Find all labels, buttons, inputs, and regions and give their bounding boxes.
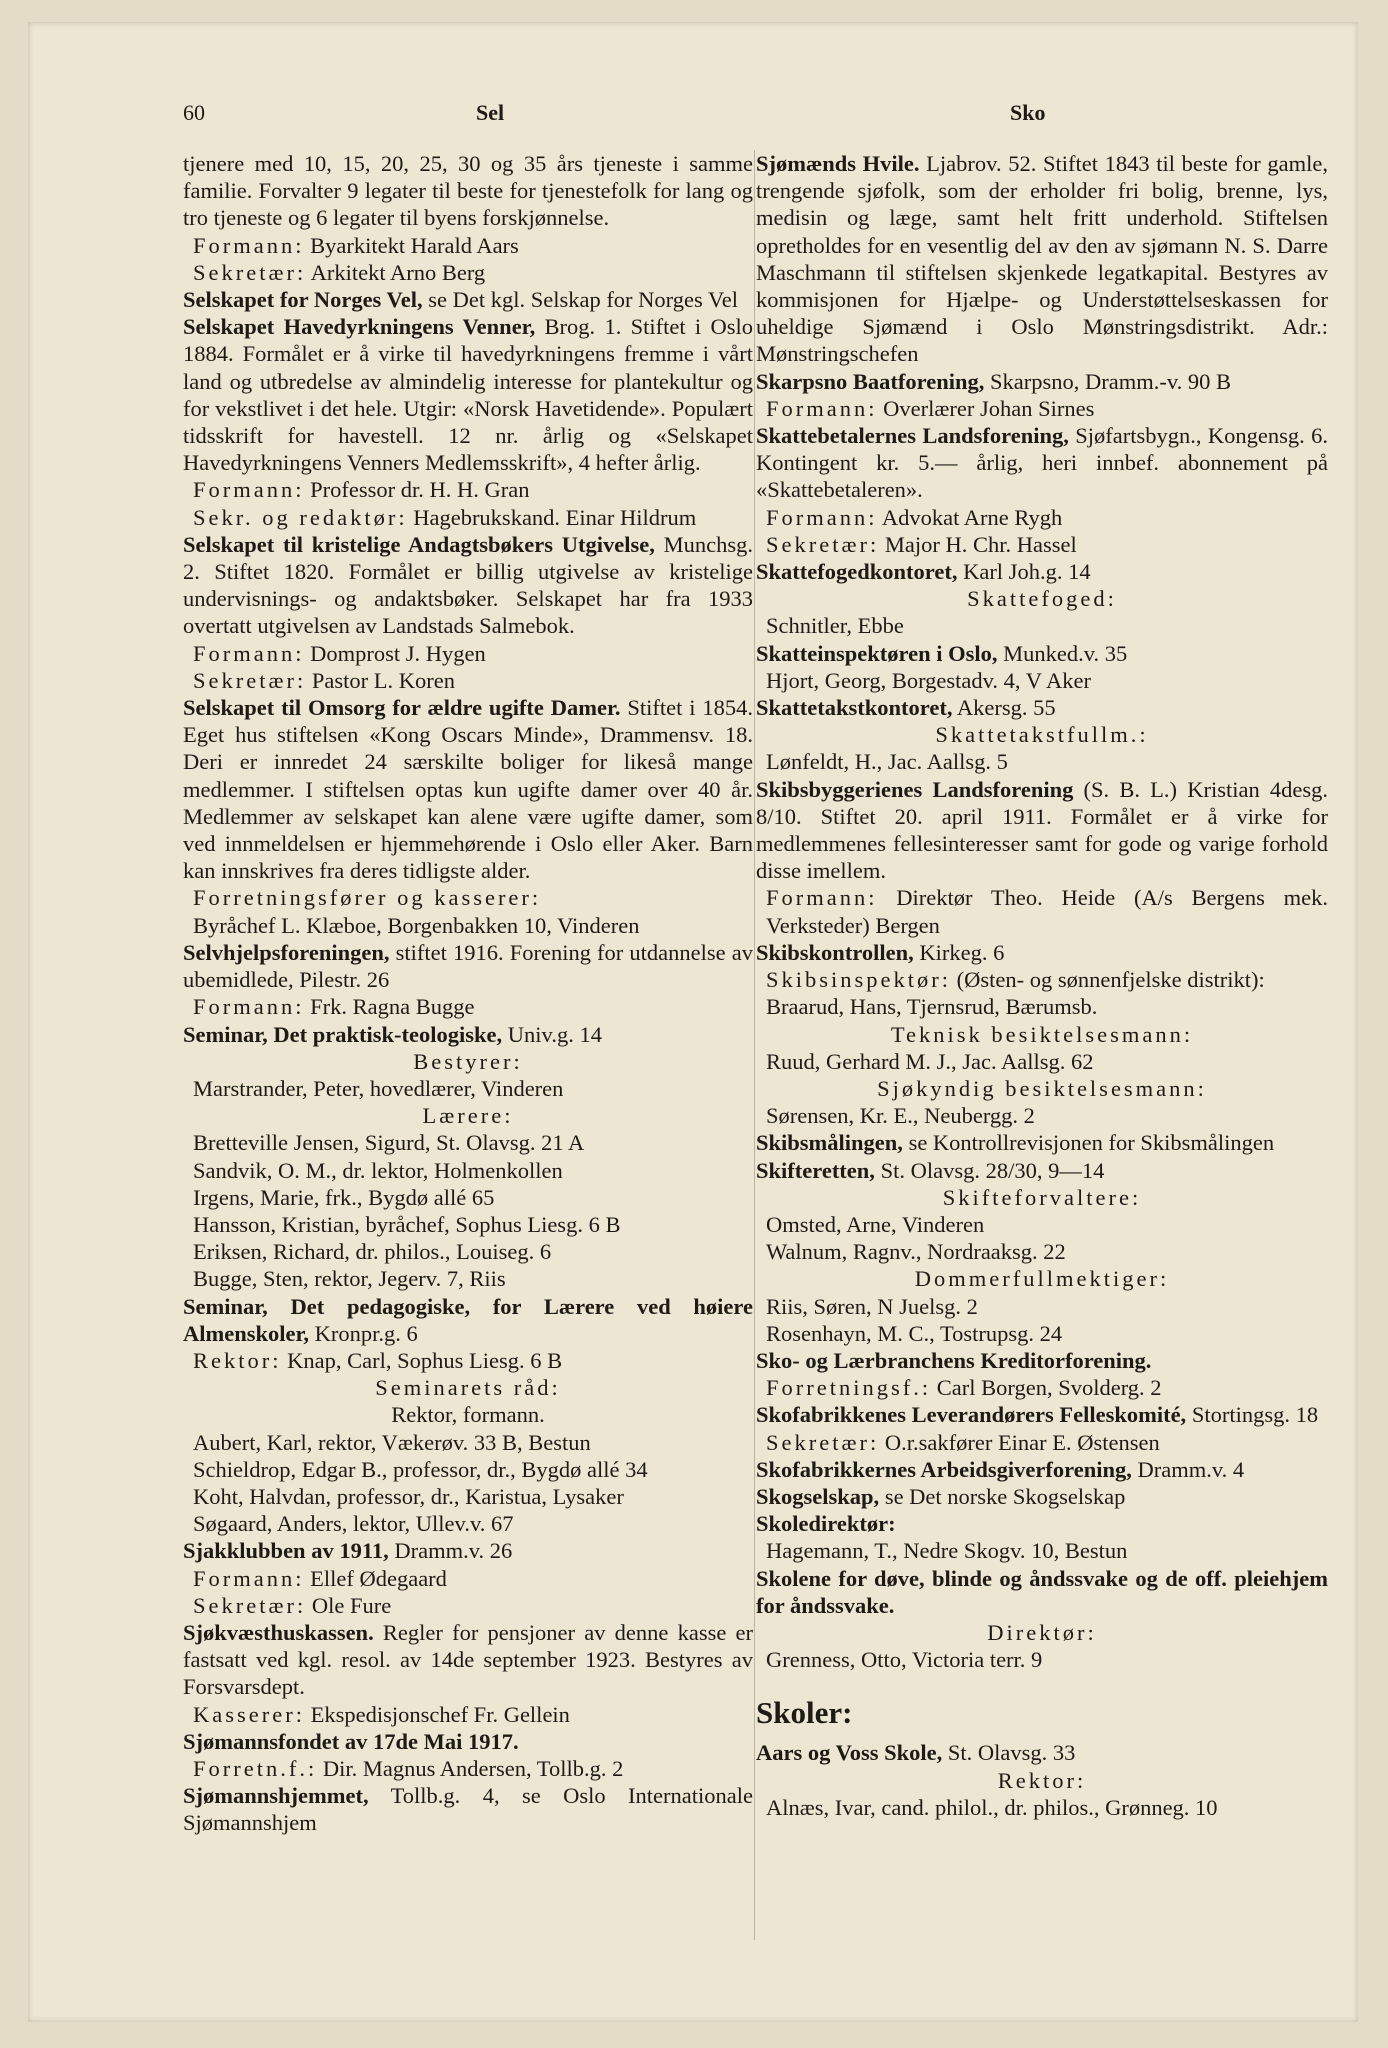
role-label: Formann: bbox=[193, 1565, 305, 1591]
directory-entry bbox=[756, 422, 1328, 504]
directory-entry bbox=[756, 1347, 1328, 1374]
person-line: Braarud, Hans, Tjernsrud, Bærumsb. bbox=[766, 994, 1098, 1020]
entry-name: Sjakklubben av 1911, bbox=[183, 1538, 389, 1564]
entry-text: Akersg. 55 bbox=[952, 695, 1056, 721]
person-line: Riis, Søren, N Juelsg. 2 bbox=[766, 1293, 978, 1319]
running-head-right: Sko bbox=[1010, 100, 1046, 125]
role-text: Ekspedisjonschef Fr. Gellein bbox=[304, 1701, 570, 1727]
person-line: Koht, Halvdan, professor, dr., Karistua, Lysaker bbox=[193, 1483, 624, 1509]
role-line bbox=[183, 884, 753, 911]
page-number: 60 bbox=[183, 100, 205, 125]
entry-text: Munchsg. 2. Stiftet 1820. Formålet er billig utgivelse av kristelige undervisnings- og andaktsbøker. Selskapet har fra 1933 overtatt utgivelsen av Landstads Salmebok. bbox=[183, 531, 753, 639]
directory-entry bbox=[183, 1537, 753, 1564]
role-text: Arkitekt Arno Berg bbox=[306, 259, 486, 285]
person-line: Omsted, Arne, Vinderen bbox=[766, 1211, 985, 1237]
role-label: Skibsinspektør: bbox=[766, 967, 952, 993]
person-line: Alnæs, Ivar, cand. philol., dr. philos., Grønneg. 10 bbox=[766, 1794, 1218, 1820]
entry-text: Dramm.v. 26 bbox=[388, 1538, 513, 1564]
role-line bbox=[183, 667, 753, 694]
role-text: Hagebrukskand. Einar Hildrum bbox=[407, 504, 697, 530]
directory-entry bbox=[756, 1739, 1328, 1766]
entry-name: Skarpsno Baatforening, bbox=[756, 368, 985, 394]
role-label: Sekr. og redaktør: bbox=[193, 504, 408, 530]
entry-name: Skolene for døve, blinde og åndssvake og de off. pleiehjem for åndssvake. bbox=[756, 1565, 1328, 1618]
person-line: Marstrander, Peter, hovedlærer, Vinderen bbox=[193, 1075, 564, 1101]
person-line: Ruud, Gerhard M. J., Jac. Aallsg. 62 bbox=[766, 1048, 1094, 1074]
role-line bbox=[756, 1374, 1328, 1401]
entry-name: Skogselskap, bbox=[756, 1483, 880, 1509]
entry-name: Skibsmålingen, bbox=[756, 1130, 903, 1156]
directory-entry bbox=[183, 694, 753, 884]
directory-entry bbox=[183, 1619, 753, 1701]
paragraph: tjenere med 10, 15, 20, 25, 30 og 35 års tjeneste i samme familie. Forvalter 9 legater til beste for tjenestefolk for lang og tro tjeneste og 6 legater til byens forskjønnelse. bbox=[183, 151, 753, 231]
person-line: Irgens, Marie, frk., Bygdø allé 65 bbox=[193, 1184, 495, 1210]
directory-entry bbox=[756, 1129, 1328, 1156]
directory-entry bbox=[756, 694, 1328, 721]
role-label: Formann: bbox=[193, 994, 305, 1020]
role-label: Kasserer: bbox=[193, 1701, 305, 1727]
role-line bbox=[756, 531, 1328, 558]
directory-entry bbox=[183, 1728, 753, 1755]
section-label: Rektor: bbox=[997, 1767, 1087, 1793]
person-line: Schieldrop, Edgar B., professor, dr., Bygdø allé 34 bbox=[193, 1456, 648, 1482]
role-text: Advokat Arne Rygh bbox=[877, 504, 1063, 530]
role-label: Sekretær: bbox=[766, 531, 880, 557]
directory-entry bbox=[183, 939, 753, 993]
directory-entry bbox=[756, 1483, 1328, 1510]
entry-name: Skibsbyggerienes Landsforening bbox=[756, 776, 1074, 802]
center-line: Rektor, formann. bbox=[391, 1402, 545, 1428]
section-label: Dommerfullmektiger: bbox=[914, 1266, 1170, 1292]
role-text: O.r.sakfører Einar E. Østensen bbox=[879, 1429, 1160, 1455]
person-line: Schnitler, Ebbe bbox=[766, 613, 904, 639]
directory-entry bbox=[183, 286, 753, 313]
directory-entry bbox=[183, 1782, 753, 1836]
directory-entry bbox=[756, 558, 1328, 585]
entry-name: Skofabrikkenes Leverandørers Felleskomité, bbox=[756, 1402, 1187, 1428]
directory-entry bbox=[183, 531, 753, 640]
role-label: Sekretær: bbox=[766, 1429, 880, 1455]
section-label: Skattefoged: bbox=[967, 586, 1117, 612]
role-line bbox=[183, 504, 753, 531]
person-line: Hjort, Georg, Borgestadv. 4, V Aker bbox=[766, 667, 1091, 693]
entry-name: Selskapet Havedyrkningens Venner, bbox=[183, 314, 536, 340]
entry-text: Stortingsg. 18 bbox=[1186, 1402, 1319, 1428]
directory-entry bbox=[183, 1021, 753, 1048]
section-label: Teknisk besiktelsesmann: bbox=[890, 1021, 1194, 1047]
entry-text: Dramm.v. 4 bbox=[1131, 1456, 1245, 1482]
entry-text: St. Olavsg. 28/30, 9—14 bbox=[874, 1157, 1105, 1183]
entry-text: (S. B. L.) Kristian 4desg. 8/10. Stiftet 20. april 1911. Formålet er å virke for medlemmenes fellesinteresser samt for gode og varige forhold disse imellem. bbox=[756, 776, 1328, 884]
directory-entry bbox=[756, 1401, 1328, 1428]
section-label: Sjøkyndig besiktelsesmann: bbox=[877, 1075, 1207, 1101]
role-label: Forretn.f.: bbox=[193, 1755, 318, 1781]
entry-name: Skoledirektør: bbox=[756, 1511, 896, 1537]
role-text: Direktør Theo. Heide (A/s Bergens mek. Verksteder) Bergen bbox=[766, 885, 1328, 938]
role-label: Formann: bbox=[766, 504, 878, 530]
directory-entry bbox=[756, 1157, 1328, 1184]
entry-name: Sjømannsfondet av 17de Mai 1917. bbox=[183, 1728, 519, 1754]
entry-text: Tollb.g. 4, se Oslo Internationale Sjømannshjem bbox=[183, 1783, 753, 1836]
column-divider bbox=[754, 150, 755, 1940]
person-line: Rosenhayn, M. C., Tostrupsg. 24 bbox=[766, 1320, 1063, 1346]
entry-name: Skattebetalernes Landsforening, bbox=[756, 423, 1069, 449]
entry-text: stiftet 1916. Forening for utdannelse av ubemidlede, Pilestr. 26 bbox=[183, 939, 753, 993]
role-line bbox=[183, 1565, 753, 1592]
entry-text: se Det norske Skogselskap bbox=[879, 1483, 1126, 1509]
directory-entry bbox=[756, 1565, 1328, 1619]
person-line: Hansson, Kristian, byråchef, Sophus Liesg. 6 B bbox=[193, 1211, 621, 1237]
role-text: Carl Borgen, Svolderg. 2 bbox=[931, 1375, 1162, 1401]
role-text: Knap, Carl, Sophus Liesg. 6 B bbox=[281, 1347, 563, 1373]
person-line: Sørensen, Kr. E., Neubergg. 2 bbox=[766, 1103, 1035, 1129]
role-label: Formann: bbox=[193, 232, 305, 258]
entry-text: se Kontrollrevisjonen for Skibsmålingen bbox=[902, 1130, 1275, 1156]
role-line bbox=[756, 884, 1328, 938]
role-text: Ellef Ødegaard bbox=[304, 1565, 447, 1591]
entry-name: Sjømænds Hvile. bbox=[756, 151, 920, 176]
entry-text: Kirkeg. 6 bbox=[913, 939, 1005, 965]
person-line: Søgaard, Anders, lektor, Ullev.v. 67 bbox=[193, 1511, 514, 1537]
directory-entry bbox=[756, 368, 1328, 395]
section-heading: Skoler: bbox=[756, 1695, 853, 1731]
role-label: Formann: bbox=[766, 395, 878, 421]
entry-name: Selvhjelpsforeningen, bbox=[183, 939, 390, 965]
role-line bbox=[183, 993, 753, 1020]
directory-entry bbox=[756, 150, 1328, 368]
directory-entry bbox=[756, 1510, 1328, 1537]
role-line bbox=[183, 640, 753, 667]
role-text: Major H. Chr. Hassel bbox=[879, 531, 1077, 557]
right-column bbox=[756, 150, 1328, 1821]
person-line: Lønfeldt, H., Jac. Aallsg. 5 bbox=[766, 749, 1008, 775]
entry-name: Sko- og Lærbranchens Kreditorforening. bbox=[756, 1347, 1152, 1373]
role-label: Formann: bbox=[193, 477, 305, 503]
directory-entry bbox=[756, 1456, 1328, 1483]
role-line bbox=[756, 966, 1328, 993]
person-line: Bugge, Sten, rektor, Jegerv. 7, Riis bbox=[193, 1266, 506, 1292]
role-text: Domprost J. Hygen bbox=[304, 640, 486, 666]
entry-text: Munked.v. 35 bbox=[997, 640, 1128, 666]
entry-text: St. Olavsg. 33 bbox=[942, 1740, 1076, 1766]
role-line bbox=[183, 1592, 753, 1619]
person-line: Sandvik, O. M., dr. lektor, Holmenkollen bbox=[193, 1157, 563, 1183]
entry-name: Sjømannshjemmet, bbox=[183, 1783, 369, 1809]
section-label: Bestyrer: bbox=[413, 1048, 523, 1074]
entry-text: Skarpsno, Dramm.-v. 90 B bbox=[984, 368, 1232, 394]
entry-text: Univ.g. 14 bbox=[502, 1021, 602, 1047]
entry-text: Kronpr.g. 6 bbox=[309, 1320, 418, 1346]
role-line bbox=[183, 232, 753, 259]
entry-name: Skattetakstkontoret, bbox=[756, 695, 953, 721]
entry-name: Selskapet til Omsorg for ældre ugifte Damer. bbox=[183, 695, 621, 721]
role-label: Rektor: bbox=[193, 1347, 282, 1373]
entry-name: Skatteinspektøren i Oslo, bbox=[756, 640, 998, 666]
directory-entry bbox=[183, 1293, 753, 1347]
role-label: Formann: bbox=[766, 885, 878, 911]
directory-entry bbox=[183, 313, 753, 476]
role-text: Professor dr. H. H. Gran bbox=[304, 477, 530, 503]
directory-entry bbox=[756, 776, 1328, 885]
person-line: Aubert, Karl, rektor, Vækerøv. 33 B, Bestun bbox=[193, 1429, 591, 1455]
section-label: Lærere: bbox=[422, 1103, 514, 1129]
entry-name: Skofabrikkernes Arbeidsgiverforening, bbox=[756, 1456, 1132, 1482]
role-text: Ole Fure bbox=[306, 1592, 392, 1618]
entry-text: Karl Joh.g. 14 bbox=[957, 559, 1091, 585]
entry-name: Seminar, Det pedagogiske, for Lærere ved høiere Almenskoler, bbox=[183, 1293, 753, 1346]
person-line: Byråchef L. Klæboe, Borgenbakken 10, Vinderen bbox=[193, 912, 640, 938]
role-line bbox=[183, 259, 753, 286]
role-line bbox=[183, 1755, 753, 1782]
left-column bbox=[183, 150, 753, 1837]
entry-text: Sjøfartsbygn., Kongensg. 6. Kontingent kr. 5.— årlig, heri innbef. abonnement på «Skattebetaleren». bbox=[756, 423, 1328, 503]
role-text: Frk. Ragna Bugge bbox=[304, 994, 475, 1020]
person-line: Bretteville Jensen, Sigurd, St. Olavsg. 21 A bbox=[193, 1130, 585, 1156]
role-label: Formann: bbox=[193, 640, 305, 666]
role-label: Sekretær: bbox=[193, 259, 307, 285]
person-line: Grenness, Otto, Victoria terr. 9 bbox=[766, 1647, 1043, 1673]
role-text: Dir. Magnus Andersen, Tollb.g. 2 bbox=[317, 1755, 624, 1781]
running-head-left: Sel bbox=[476, 100, 505, 125]
role-line bbox=[756, 504, 1328, 531]
role-line bbox=[756, 1429, 1328, 1456]
role-text: Pastor L. Koren bbox=[306, 667, 455, 693]
role-text: Byarkitekt Harald Aars bbox=[304, 232, 519, 258]
person-line: Walnum, Ragnv., Nordraaksg. 22 bbox=[766, 1239, 1066, 1265]
entry-name: Sjøkvæsthuskassen. bbox=[183, 1619, 374, 1645]
role-text: Overlærer Johan Sirnes bbox=[877, 395, 1095, 421]
entry-text: Brog. 1. Stiftet i Oslo 1884. Formålet er å virke til havedyrkningens fremme i vårt land og utbredelse av almindelig interesse for plantekultur og for vekstlivet i det hele. Utgir: «Norsk Havetidende». Populært tidsskrift for havestell. 12 nr. årlig og «Selskapet Havedyrkningens Venners Medlemsskrift», 4 hefter årlig. bbox=[183, 314, 753, 476]
person-line: Hagemann, T., Nedre Skogv. 10, Bestun bbox=[766, 1538, 1128, 1564]
entry-name: Skattefogedkontoret, bbox=[756, 559, 958, 585]
entry-text: se Det kgl. Selskap for Norges Vel bbox=[422, 287, 738, 313]
directory-entry bbox=[756, 640, 1328, 667]
role-label: Forretningsf.: bbox=[766, 1375, 932, 1401]
role-line bbox=[183, 1347, 753, 1374]
role-label: Sekretær: bbox=[193, 1592, 307, 1618]
role-label: Sekretær: bbox=[193, 667, 307, 693]
entry-name: Skifteretten, bbox=[756, 1157, 875, 1183]
section-label: Skattetakstfullm.: bbox=[935, 722, 1149, 748]
section-label: Skifteforvaltere: bbox=[942, 1184, 1142, 1210]
directory-entry bbox=[756, 939, 1328, 966]
section-label: Seminarets råd: bbox=[375, 1375, 561, 1401]
entry-text: Ljabrov. 52. Stiftet 1843 til beste for gamle, trengende sjøfolk, som der erholder fri bolig, brenne, lys, medisin og læge, samt helt fritt underhold. Stiftelsen opretholdes for en vesentlig del av den av sjømann N. S. Darre Maschmann til stiftelsen skjenkede legatkapital. Bestyres av kommisjonen for Hjælpe- og Understøttelseskassen for uheldige Sjømænd i Oslo Mønstringsdistrikt. Adr.: Mønstringschefen bbox=[756, 151, 1328, 367]
role-text: (Østen- og sønnenfjelske distrikt): bbox=[951, 967, 1265, 993]
entry-name: Aars og Voss Skole, bbox=[756, 1740, 943, 1766]
role-label: Forretningsfører og kasserer: bbox=[193, 885, 542, 911]
section-label: Direktør: bbox=[987, 1619, 1097, 1645]
entry-name: Seminar, Det praktisk-teologiske, bbox=[183, 1021, 503, 1047]
entry-text: Regler for pensjoner av denne kasse er fastsatt ved kgl. resol. av 14de september 1923. Bestyres av Forsvarsdept. bbox=[183, 1619, 753, 1700]
person-line: Eriksen, Richard, dr. philos., Louiseg. 6 bbox=[193, 1239, 552, 1265]
role-line bbox=[756, 395, 1328, 422]
entry-name: Selskapet for Norges Vel, bbox=[183, 287, 423, 313]
entry-name: Skibskontrollen, bbox=[756, 939, 914, 965]
entry-text: Stiftet i 1854. Eget hus stiftelsen «Kong Oscars Minde», Drammensv. 18. Deri er innredet 24 særskilte boliger for likeså mange medlemmer. I stiftelsen optas kun ugifte damer over 40 år. Medlemmer av selskapet kan alene være ugifte damer, som ved innmeldelsen er hjemmehørende i Oslo eller Aker. Barn kan innskrives fra deres tidligste alder. bbox=[183, 695, 753, 884]
role-line bbox=[183, 1701, 753, 1728]
entry-name: Selskapet til kristelige Andagtsbøkers Utgivelse, bbox=[183, 531, 655, 557]
role-line bbox=[183, 476, 753, 503]
